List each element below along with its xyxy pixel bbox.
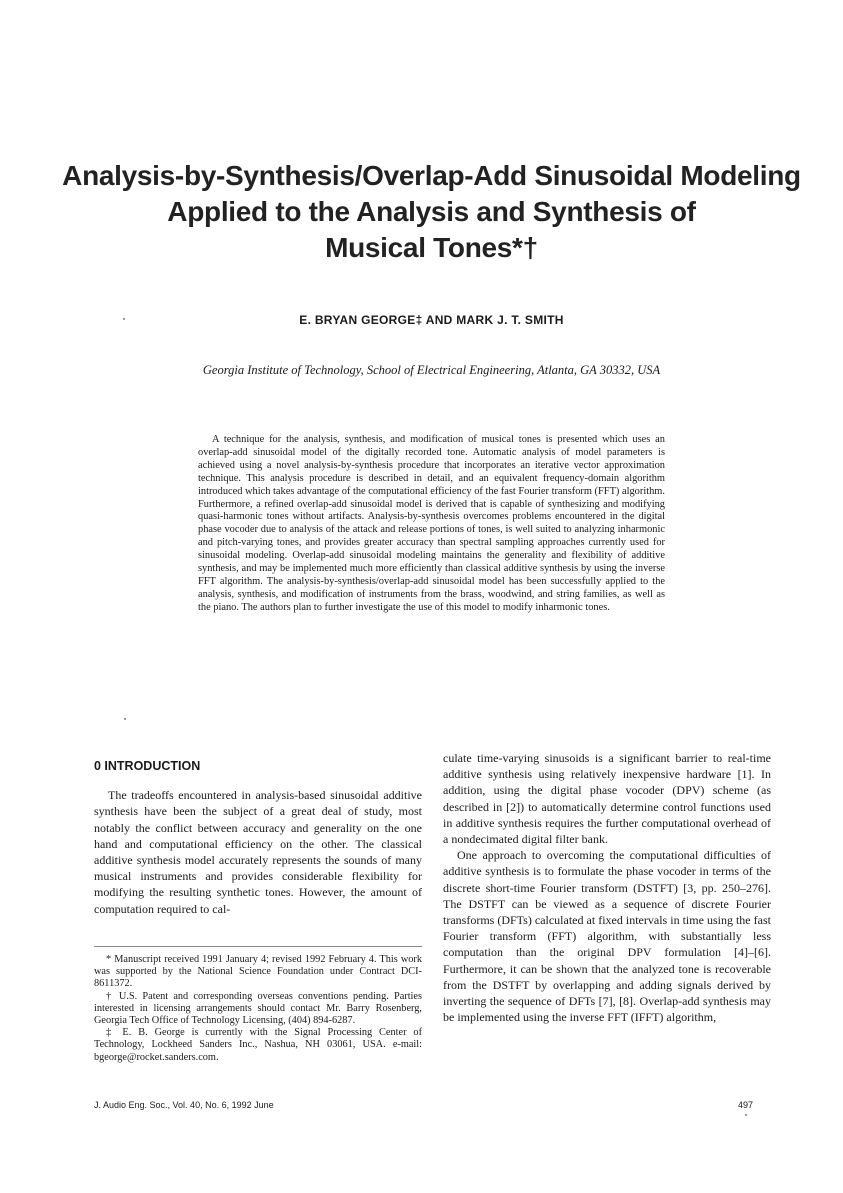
footnote-patent: † U.S. Patent and corresponding overseas conventions pending. Parties interested in licensing arrangements should contact Mr. Barry Rosenberg, Georgia Tech Office of Technology Licensing, (404) 894-6287. <box>94 990 422 1027</box>
author-line: E. BRYAN GEORGE‡ AND MARK J. T. SMITH <box>299 313 564 327</box>
right-column <box>443 750 771 1025</box>
page-number: 497 <box>738 1100 754 1110</box>
title-line-3: Musical Tones*† <box>325 232 538 263</box>
title-line-2: Applied to the Analysis and Synthesis of <box>167 196 696 227</box>
footnotes <box>94 946 422 1064</box>
affiliation: Georgia Institute of Technology, School of Electrical Engineering, Atlanta, GA 30332, USA <box>202 363 661 377</box>
journal-citation: J. Audio Eng. Soc., Vol. 40, No. 6, 1992 June <box>94 1100 274 1110</box>
abstract <box>198 434 665 615</box>
section-heading: 0 INTRODUCTION <box>94 759 201 773</box>
scan-speck <box>124 718 126 720</box>
paper-title <box>60 158 803 266</box>
intro-paragraph-1-continued: culate time-varying sinusoids is a significant barrier to real-time additive synthesis using relatively inexpensive hardware [1]. In addition, using the digital phase vocoder (DPV) scheme (as described in [2]) to automatically determine control functions used in additive synthesis requires the further computational overhead of a nondecimated digital filter bank. <box>443 751 771 847</box>
footnote-author: ‡ E. B. George is currently with the Signal Processing Center of Technology, Lockheed Sanders Inc., Nashua, NH 03061, USA. e-mail: bgeorge@rocket.sanders.com. <box>94 1027 422 1063</box>
left-column <box>94 758 422 917</box>
abstract-text: A technique for the analysis, synthesis, and modification of musical tones is presented which uses an overlap-add sinusoidal model of the digitally recorded tone. Automatic analysis of model parameters is achieved using a novel analysis-by-synthesis procedure that incorporates an iterative vector approximation technique. This analysis procedure is described in detail, and an equivalent frequency-domain algorithm introduced which takes advantage of the computational efficiency of the fast Fourier transform (FFT) algorithm. Furthermore, a refined overlap-add sinusoidal model is derived that is capable of synthesizing and modifying quasi-harmonic tones without artifacts. Analysis-by-synthesis overcomes problems encountered in the digital phase vocoder due to analysis of the attack and release portions of tones, is well suited to analyzing inharmonic and pitch-varying tones, and provides greater accuracy than spectral sampling approaches currently used for sinusoidal modeling. Overlap-add sinusoidal modeling maintains the generality and flexibility of additive synthesis, and may be implemented much more efficiently than classical additive synthesis by using the inverse FFT algorithm. The analysis-by-synthesis/overlap-add sinusoidal model has been successfully applied to the analysis, synthesis, and modification of instruments from the brass, woodwind, and string families, as well as the piano. The authors plan to further investigate the use of this model to modify inharmonic tones. <box>198 434 665 613</box>
title-line-1: Analysis-by-Synthesis/Overlap-Add Sinusoidal Modeling <box>62 160 801 191</box>
intro-paragraph-1: The tradeoffs encountered in analysis-based sinusoidal additive synthesis have been the subject of a great deal of study, most notably the conflict between accuracy and generality on the one hand and computational efficiency on the other. The classical additive synthesis model accurately represents the sounds of many musical instruments and provides considerable flexibility for modifying the resulting synthetic tones. However, the amount of computation required to cal- <box>94 788 422 916</box>
footnote-manuscript: * Manuscript received 1991 January 4; revised 1992 February 4. This work was supported by the National Science Foundation under Contract DCI-8611372. <box>94 954 422 990</box>
scan-speck <box>745 1114 747 1116</box>
intro-paragraph-2: One approach to overcoming the computational difficulties of additive synthesis is to formulate the phase vocoder in terms of the discrete short-time Fourier transform (DSTFT) [3, pp. 250–276]. The DSTFT can be viewed as a sequence of discrete Fourier transforms (DFTs) calculated at fixed intervals in time using the fast Fourier transform (FFT) algorithm, with substantially less computation than the original DPV formulation [4]–[6]. Furthermore, it can be shown that the analyzed tone is recoverable from the DSTFT by overlapping and adding signals derived by inverting the sequence of DFTs [7], [8]. Overlap-add synthesis may be implemented using the inverse FFT (IFFT) algorithm, <box>443 848 771 1025</box>
scan-speck <box>123 318 125 320</box>
